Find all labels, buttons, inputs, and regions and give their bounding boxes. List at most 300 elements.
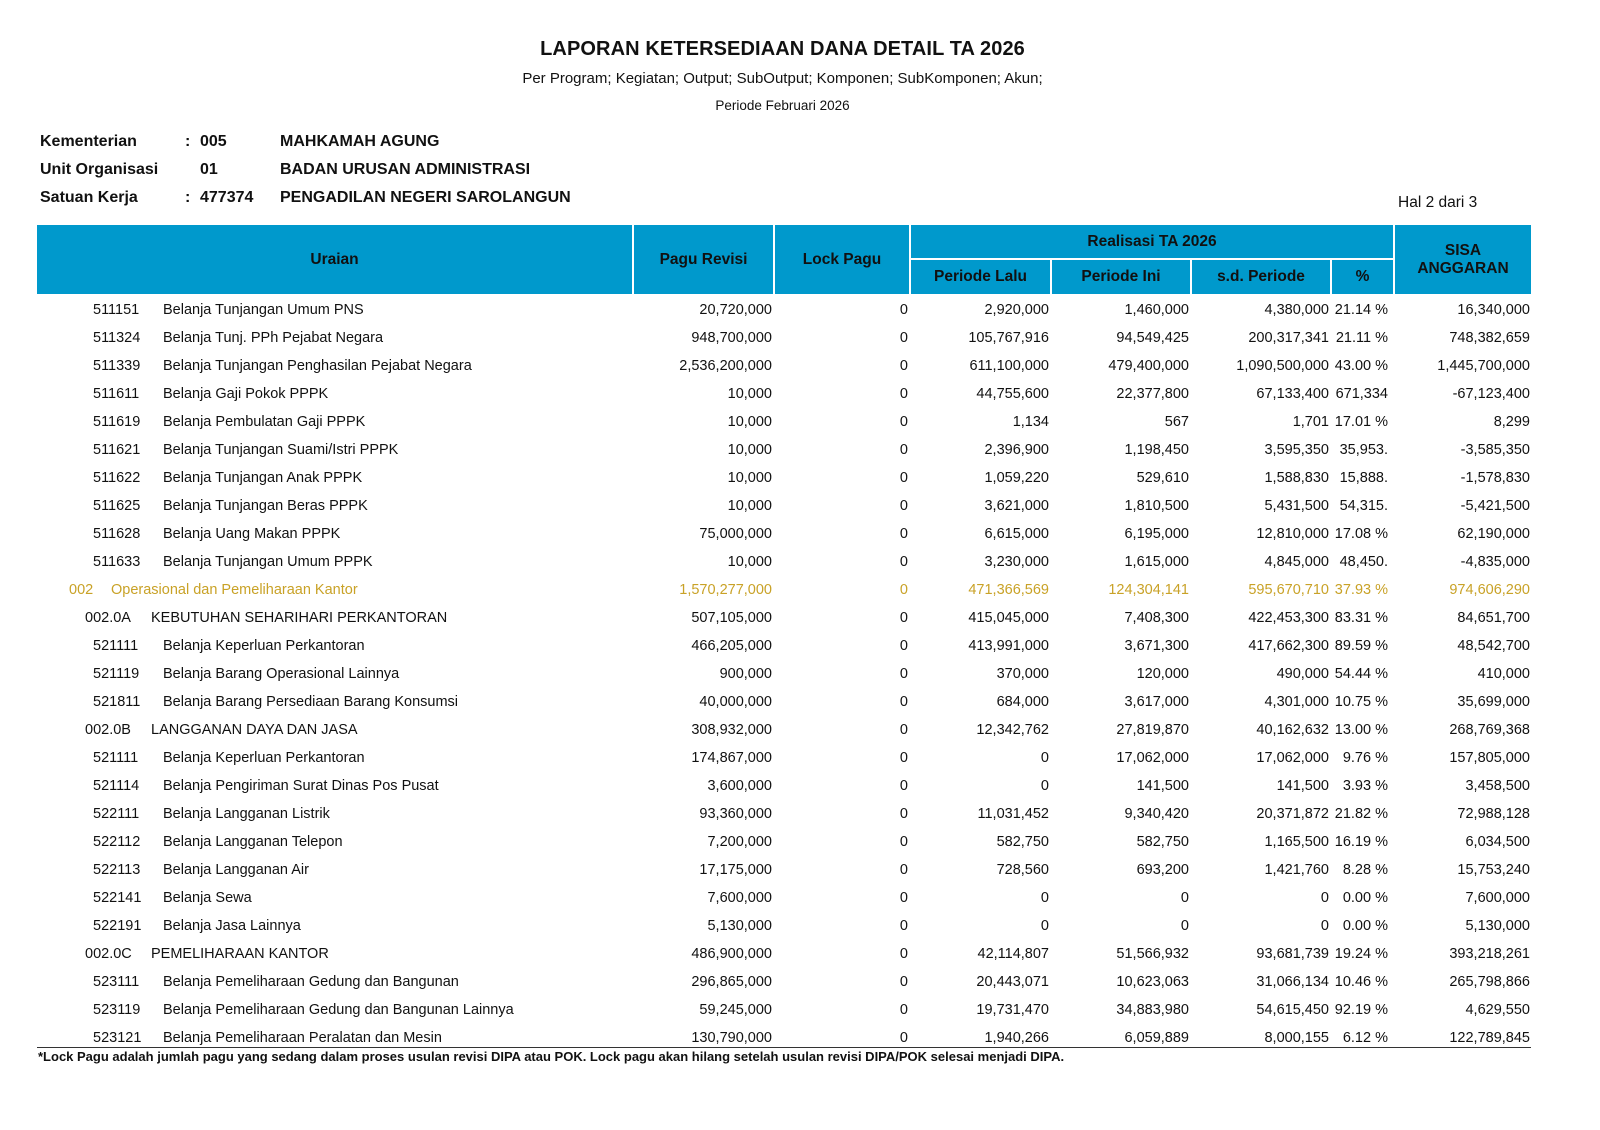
row-code: 522112	[93, 834, 141, 850]
cell-uraian	[36, 828, 633, 856]
cell-lock-pagu: 0	[899, 946, 908, 962]
account-row	[36, 884, 1532, 912]
account-row	[36, 744, 1532, 772]
cell-lock-pagu: 0	[899, 330, 908, 346]
cell-percent: 21.82 %	[1334, 806, 1388, 822]
row-description: Belanja Gaji Pokok PPPK	[163, 386, 329, 402]
cell-pagu-revisi: 7,600,000	[707, 890, 772, 906]
cell-percent: 89.59 %	[1334, 638, 1388, 654]
cell-pagu-revisi: 10,000	[727, 554, 772, 570]
info-colon: :	[185, 133, 191, 150]
account-row	[36, 800, 1532, 828]
row-description: Belanja Barang Persediaan Barang Konsumsi	[163, 694, 459, 710]
cell-percent: 15,888.	[1339, 470, 1388, 486]
cell-periode-ini: 6,059,889	[1124, 1030, 1189, 1046]
cell-percent: 8.28 %	[1342, 862, 1388, 878]
row-description: Belanja Langganan Telepon	[163, 834, 343, 850]
cell-percent: 83.31 %	[1334, 610, 1388, 626]
cell-periode-lalu: 1,134	[1012, 414, 1049, 430]
cell-sd-periode: 417,662,300	[1248, 638, 1329, 654]
cell-uraian	[36, 408, 633, 436]
info-label: Kementerian	[40, 133, 137, 150]
footer-divider	[37, 1047, 1531, 1048]
row-description: Belanja Tunj. PPh Pejabat Negara	[163, 330, 384, 346]
cell-pagu-revisi: 1,570,277,000	[679, 582, 772, 598]
cell-sisa-anggaran: 35,699,000	[1457, 694, 1530, 710]
cell-lock-pagu: 0	[899, 414, 908, 430]
row-description: Belanja Barang Operasional Lainnya	[163, 666, 400, 682]
row-description: Belanja Keperluan Perkantoran	[163, 638, 365, 654]
cell-sd-periode: 3,595,350	[1264, 442, 1329, 458]
header-lock-pagu: Lock Pagu	[774, 224, 910, 295]
cell-sisa-anggaran: 122,789,845	[1449, 1030, 1530, 1046]
cell-percent: 21.14 %	[1334, 302, 1388, 318]
cell-uraian	[36, 295, 633, 324]
cell-pagu-revisi: 466,205,000	[691, 638, 772, 654]
cell-percent: 10.46 %	[1334, 974, 1388, 990]
row-description: Belanja Tunjangan Umum PPPK	[163, 554, 373, 570]
cell-periode-ini: 529,610	[1136, 470, 1189, 486]
cell-sisa-anggaran: 6,034,500	[1465, 834, 1530, 850]
cell-periode-ini: 94,549,425	[1116, 330, 1189, 346]
cell-periode-ini: 6,195,000	[1124, 526, 1189, 542]
component-row	[36, 716, 1532, 744]
cell-sd-periode: 141,500	[1276, 778, 1329, 794]
cell-lock-pagu: 0	[899, 1030, 908, 1046]
cell-sd-periode: 4,380,000	[1264, 302, 1329, 318]
cell-percent: 35,953.	[1339, 442, 1388, 458]
cell-lock-pagu: 0	[899, 750, 908, 766]
account-row	[36, 828, 1532, 856]
cell-uraian	[36, 744, 633, 772]
cell-lock-pagu: 0	[899, 666, 908, 682]
cell-lock-pagu: 0	[899, 974, 908, 990]
cell-periode-ini: 34,883,980	[1116, 1002, 1189, 1018]
header-pagu-revisi: Pagu Revisi	[633, 224, 774, 295]
header-sisa-line2: ANGGARAN	[1417, 259, 1509, 277]
cell-periode-ini: 1,460,000	[1124, 302, 1189, 318]
cell-lock-pagu: 0	[899, 694, 908, 710]
page-indicator: Hal 2 dari 3	[1398, 194, 1478, 211]
row-description: Belanja Tunjangan Suami/Istri PPPK	[163, 442, 399, 458]
cell-periode-lalu: 12,342,762	[976, 722, 1049, 738]
cell-percent: 17.01 %	[1334, 414, 1388, 430]
row-code: 522191	[93, 918, 142, 934]
cell-uraian	[36, 968, 633, 996]
cell-sisa-anggaran: 8,299	[1493, 414, 1530, 430]
row-code: 523111	[93, 974, 140, 990]
cell-percent: 10.75 %	[1334, 694, 1388, 710]
cell-periode-ini: 1,198,450	[1124, 442, 1189, 458]
cell-pagu-revisi: 174,867,000	[691, 750, 772, 766]
account-row	[36, 408, 1532, 436]
account-row	[36, 548, 1532, 576]
cell-periode-lalu: 0	[1040, 918, 1049, 934]
cell-sd-periode: 17,062,000	[1256, 750, 1329, 766]
cell-uraian	[36, 772, 633, 800]
row-description: Belanja Langganan Listrik	[163, 806, 330, 822]
cell-periode-lalu: 0	[1040, 890, 1049, 906]
cell-pagu-revisi: 10,000	[727, 386, 772, 402]
row-code: 521111	[93, 638, 139, 654]
cell-uraian	[36, 996, 633, 1024]
cell-sd-periode: 5,431,500	[1264, 498, 1329, 514]
cell-sd-periode: 1,421,760	[1264, 862, 1329, 878]
cell-sd-periode: 4,845,000	[1264, 554, 1329, 570]
cell-pagu-revisi: 10,000	[727, 414, 772, 430]
cell-sd-periode: 595,670,710	[1248, 582, 1329, 598]
row-code: 511324	[93, 330, 141, 346]
cell-percent: 21.11 %	[1335, 330, 1388, 346]
cell-uraian	[36, 884, 633, 912]
info-label: Satuan Kerja	[40, 189, 138, 206]
cell-uraian	[36, 856, 633, 884]
cell-periode-lalu: 3,230,000	[984, 554, 1049, 570]
cell-sd-periode: 490,000	[1276, 666, 1329, 682]
info-label: Unit Organisasi	[40, 161, 159, 178]
cell-sisa-anggaran: 16,340,000	[1457, 302, 1530, 318]
cell-sd-periode: 54,615,450	[1256, 1002, 1329, 1018]
row-code: 002.0C	[85, 946, 132, 962]
cell-lock-pagu: 0	[899, 526, 908, 542]
report-period: Periode Februari 2026	[715, 98, 850, 113]
row-description: Belanja Uang Makan PPPK	[163, 526, 341, 542]
cell-lock-pagu: 0	[899, 358, 908, 374]
cell-sd-periode: 1,588,830	[1264, 470, 1329, 486]
cell-uraian	[36, 912, 633, 940]
cell-percent: 43.00 %	[1334, 358, 1388, 374]
row-code: 521111	[93, 750, 139, 766]
header-sisa-line1: SISA	[1444, 241, 1482, 259]
cell-periode-ini: 120,000	[1136, 666, 1189, 682]
cell-uraian	[36, 352, 633, 380]
cell-percent: 671,334	[1335, 386, 1388, 402]
row-code: 522111	[93, 806, 140, 822]
info-code: 477374	[200, 189, 254, 206]
cell-sd-periode: 1,165,500	[1264, 834, 1329, 850]
cell-sisa-anggaran: 62,190,000	[1457, 526, 1530, 542]
cell-periode-lalu: 6,615,000	[984, 526, 1049, 542]
cell-pagu-revisi: 507,105,000	[691, 610, 772, 626]
cell-pagu-revisi: 40,000,000	[699, 694, 772, 710]
row-description: Belanja Tunjangan Penghasilan Pejabat Negara	[163, 358, 472, 374]
row-description: Belanja Langganan Air	[163, 862, 309, 878]
cell-periode-ini: 479,400,000	[1108, 358, 1189, 374]
cell-periode-ini: 1,615,000	[1124, 554, 1189, 570]
cell-periode-ini: 9,340,420	[1124, 806, 1189, 822]
cell-percent: 17.08 %	[1334, 526, 1388, 542]
header-sisa-anggaran	[1394, 224, 1532, 295]
cell-uraian	[36, 380, 633, 408]
cell-pagu-revisi: 20,720,000	[699, 302, 772, 318]
cell-percent: 19.24 %	[1334, 946, 1388, 962]
row-description: LANGGANAN DAYA DAN JASA	[151, 722, 358, 738]
cell-periode-lalu: 42,114,807	[977, 946, 1049, 962]
row-description: Operasional dan Pemeliharaan Kantor	[111, 582, 358, 598]
cell-periode-ini: 3,617,000	[1124, 694, 1189, 710]
row-code: 511619	[93, 414, 141, 430]
account-row	[36, 352, 1532, 380]
cell-periode-ini: 582,750	[1136, 834, 1189, 850]
cell-sisa-anggaran: 974,606,290	[1449, 582, 1530, 598]
info-colon: :	[185, 189, 191, 206]
cell-periode-lalu: 370,000	[996, 666, 1049, 682]
cell-percent: 92.19 %	[1334, 1002, 1388, 1018]
cell-periode-ini: 1,810,500	[1124, 498, 1189, 514]
cell-periode-lalu: 44,755,600	[976, 386, 1049, 402]
cell-periode-lalu: 0	[1040, 750, 1049, 766]
cell-pagu-revisi: 308,932,000	[691, 722, 772, 738]
cell-pagu-revisi: 900,000	[719, 666, 772, 682]
cell-pagu-revisi: 10,000	[727, 442, 772, 458]
account-row	[36, 324, 1532, 352]
cell-percent: 9.76 %	[1342, 750, 1388, 766]
table-body	[36, 295, 1532, 1052]
cell-sisa-anggaran: 1,445,700,000	[1437, 358, 1530, 374]
cell-sd-periode: 93,681,739	[1256, 946, 1329, 962]
cell-periode-ini: 17,062,000	[1116, 750, 1189, 766]
cell-sisa-anggaran: 410,000	[1477, 666, 1530, 682]
cell-uraian	[36, 940, 633, 968]
cell-uraian	[36, 464, 633, 492]
row-description: PEMELIHARAAN KANTOR	[151, 946, 329, 962]
cell-uraian	[36, 520, 633, 548]
cell-periode-lalu: 1,940,266	[984, 1030, 1049, 1046]
account-row	[36, 968, 1532, 996]
cell-sisa-anggaran: 268,769,368	[1449, 722, 1530, 738]
cell-pagu-revisi: 2,536,200,000	[679, 358, 772, 374]
cell-periode-ini: 0	[1180, 918, 1189, 934]
cell-uraian	[36, 660, 633, 688]
cell-sisa-anggaran: 4,629,550	[1465, 1002, 1530, 1018]
cell-periode-ini: 693,200	[1136, 862, 1189, 878]
row-code: 511621	[93, 442, 141, 458]
account-row	[36, 520, 1532, 548]
row-code: 523121	[93, 1030, 142, 1046]
row-description: Belanja Pembulatan Gaji PPPK	[163, 414, 366, 430]
cell-percent: 48,450.	[1339, 554, 1388, 570]
cell-sisa-anggaran: -1,578,830	[1460, 470, 1530, 486]
cell-percent: 3.93 %	[1342, 778, 1388, 794]
cell-pagu-revisi: 130,790,000	[691, 1030, 772, 1046]
cell-uraian	[36, 604, 633, 632]
cell-sd-periode: 422,453,300	[1248, 610, 1329, 626]
row-description: KEBUTUHAN SEHARIHARI PERKANTORAN	[151, 610, 448, 626]
cell-uraian	[36, 492, 633, 520]
cell-lock-pagu: 0	[899, 554, 908, 570]
info-code: 01	[200, 161, 218, 178]
cell-lock-pagu: 0	[899, 498, 908, 514]
cell-pagu-revisi: 948,700,000	[691, 330, 772, 346]
row-code: 002.0B	[85, 722, 131, 738]
cell-percent: 13.00 %	[1334, 722, 1388, 738]
cell-lock-pagu: 0	[899, 470, 908, 486]
header-percent: %	[1331, 259, 1394, 295]
row-code: 511339	[93, 358, 141, 374]
header-periode-ini: Periode Ini	[1051, 259, 1191, 295]
row-description: Belanja Keperluan Perkantoran	[163, 750, 365, 766]
cell-pagu-revisi: 93,360,000	[699, 806, 772, 822]
component-row	[36, 940, 1532, 968]
cell-periode-ini: 124,304,141	[1108, 582, 1189, 598]
cell-lock-pagu: 0	[899, 302, 908, 318]
cell-sd-periode: 31,066,134	[1256, 974, 1329, 990]
row-description: Belanja Tunjangan Beras PPPK	[163, 498, 368, 514]
cell-periode-lalu: 582,750	[996, 834, 1049, 850]
cell-sisa-anggaran: 84,651,700	[1457, 610, 1530, 626]
cell-percent: 54,315.	[1339, 498, 1388, 514]
cell-periode-lalu: 471,366,569	[968, 582, 1049, 598]
row-code: 511611	[93, 386, 140, 402]
cell-pagu-revisi: 75,000,000	[699, 526, 772, 542]
cell-sisa-anggaran: 72,988,128	[1457, 806, 1530, 822]
account-row	[36, 464, 1532, 492]
cell-sisa-anggaran: -4,835,000	[1460, 554, 1530, 570]
cell-periode-lalu: 413,991,000	[968, 638, 1049, 654]
row-code: 521114	[93, 778, 140, 794]
header-realisasi-group: Realisasi TA 2026	[910, 224, 1394, 259]
cell-periode-lalu: 728,560	[996, 862, 1049, 878]
table-header	[36, 224, 1532, 295]
cell-periode-lalu: 415,045,000	[968, 610, 1049, 626]
cell-pagu-revisi: 10,000	[727, 498, 772, 514]
cell-sd-periode: 8,000,155	[1264, 1030, 1329, 1046]
row-code: 002	[69, 582, 94, 598]
cell-sisa-anggaran: -3,585,350	[1460, 442, 1530, 458]
cell-pagu-revisi: 10,000	[727, 470, 772, 486]
account-row	[36, 492, 1532, 520]
row-code: 511628	[93, 526, 141, 542]
cell-periode-ini: 27,819,870	[1116, 722, 1189, 738]
account-row	[36, 912, 1532, 940]
cell-sisa-anggaran: -5,421,500	[1460, 498, 1530, 514]
cell-periode-ini: 22,377,800	[1116, 386, 1189, 402]
cell-sd-periode: 0	[1320, 890, 1329, 906]
budget-table	[35, 223, 1533, 1052]
cell-sisa-anggaran: 5,130,000	[1465, 918, 1530, 934]
cell-percent: 37.93 %	[1334, 582, 1388, 598]
cell-periode-lalu: 20,443,071	[976, 974, 1049, 990]
row-description: Belanja Sewa	[163, 890, 252, 906]
cell-periode-lalu: 1,059,220	[984, 470, 1049, 486]
cell-periode-lalu: 2,396,900	[984, 442, 1049, 458]
cell-periode-ini: 567	[1164, 414, 1189, 430]
row-description: Belanja Pemeliharaan Gedung dan Bangunan	[163, 974, 459, 990]
cell-uraian	[36, 688, 633, 716]
row-code: 511633	[93, 554, 141, 570]
account-row	[36, 688, 1532, 716]
program-row	[36, 576, 1532, 604]
cell-pagu-revisi: 5,130,000	[707, 918, 772, 934]
cell-lock-pagu: 0	[899, 610, 908, 626]
account-row	[36, 632, 1532, 660]
row-description: Belanja Jasa Lainnya	[163, 918, 301, 934]
cell-pagu-revisi: 7,200,000	[707, 834, 772, 850]
cell-periode-lalu: 105,767,916	[968, 330, 1049, 346]
cell-periode-lalu: 11,031,452	[977, 806, 1049, 822]
row-description: Belanja Pengiriman Surat Dinas Pos Pusat	[163, 778, 439, 794]
cell-periode-lalu: 684,000	[996, 694, 1049, 710]
header-periode-lalu: Periode Lalu	[910, 259, 1051, 295]
row-description: Belanja Tunjangan Umum PNS	[163, 302, 364, 318]
cell-periode-ini: 10,623,063	[1116, 974, 1189, 990]
cell-lock-pagu: 0	[899, 806, 908, 822]
cell-lock-pagu: 0	[899, 386, 908, 402]
cell-sisa-anggaran: 7,600,000	[1465, 890, 1530, 906]
info-name: PENGADILAN NEGERI SAROLANGUN	[280, 189, 571, 206]
cell-periode-ini: 0	[1180, 890, 1189, 906]
row-code: 523119	[93, 1002, 141, 1018]
cell-uraian	[36, 548, 633, 576]
cell-sd-periode: 20,371,872	[1256, 806, 1329, 822]
cell-sd-periode: 1,090,500,000	[1236, 358, 1329, 374]
cell-sisa-anggaran: 48,542,700	[1457, 638, 1530, 654]
cell-percent: 0.00 %	[1342, 890, 1388, 906]
cell-sisa-anggaran: 15,753,240	[1457, 862, 1530, 878]
cell-pagu-revisi: 296,865,000	[691, 974, 772, 990]
row-description: Belanja Pemeliharaan Peralatan dan Mesin	[163, 1030, 442, 1046]
row-code: 511622	[93, 470, 141, 486]
cell-periode-lalu: 3,621,000	[984, 498, 1049, 514]
cell-uraian	[36, 324, 633, 352]
cell-periode-lalu: 0	[1040, 778, 1049, 794]
cell-sisa-anggaran: 748,382,659	[1449, 330, 1530, 346]
cell-percent: 0.00 %	[1342, 918, 1388, 934]
cell-uraian	[36, 632, 633, 660]
cell-lock-pagu: 0	[899, 1002, 908, 1018]
account-row	[36, 436, 1532, 464]
cell-periode-ini: 7,408,300	[1124, 610, 1189, 626]
cell-periode-lalu: 2,920,000	[984, 302, 1049, 318]
row-code: 511625	[93, 498, 141, 514]
account-row	[36, 996, 1532, 1024]
cell-lock-pagu: 0	[899, 638, 908, 654]
cell-uraian	[36, 800, 633, 828]
cell-pagu-revisi: 59,245,000	[699, 1002, 772, 1018]
cell-sd-periode: 1,701	[1292, 414, 1329, 430]
cell-pagu-revisi: 3,600,000	[707, 778, 772, 794]
cell-sd-periode: 67,133,400	[1256, 386, 1329, 402]
account-row	[36, 660, 1532, 688]
cell-percent: 54.44 %	[1334, 666, 1388, 682]
row-code: 521811	[93, 694, 141, 710]
row-code: 002.0A	[85, 610, 131, 626]
cell-periode-ini: 3,671,300	[1124, 638, 1189, 654]
account-row	[36, 772, 1532, 800]
row-code: 522113	[93, 862, 141, 878]
info-name: MAHKAMAH AGUNG	[280, 133, 440, 150]
header-uraian: Uraian	[36, 224, 633, 295]
footnote: *Lock Pagu adalah jumlah pagu yang sedang dalam proses usulan revisi DIPA atau POK. Lock pagu akan hilang setelah usulan revisi DIPA/POK selesai menjadi DIPA.	[38, 1049, 1065, 1064]
cell-sd-periode: 0	[1320, 918, 1329, 934]
row-code: 511151	[93, 302, 140, 318]
cell-lock-pagu: 0	[899, 890, 908, 906]
cell-sisa-anggaran: 157,805,000	[1449, 750, 1530, 766]
cell-periode-ini: 51,566,932	[1116, 946, 1189, 962]
account-row	[36, 380, 1532, 408]
cell-pagu-revisi: 486,900,000	[691, 946, 772, 962]
cell-periode-lalu: 19,731,470	[976, 1002, 1049, 1018]
cell-lock-pagu: 0	[899, 778, 908, 794]
cell-sisa-anggaran: 3,458,500	[1465, 778, 1530, 794]
cell-sisa-anggaran: -67,123,400	[1452, 386, 1530, 402]
info-name: BADAN URUSAN ADMINISTRASI	[280, 161, 531, 178]
row-code: 521119	[93, 666, 140, 682]
cell-lock-pagu: 0	[899, 722, 908, 738]
cell-uraian	[36, 716, 633, 744]
cell-lock-pagu: 0	[899, 582, 908, 598]
cell-lock-pagu: 0	[899, 834, 908, 850]
